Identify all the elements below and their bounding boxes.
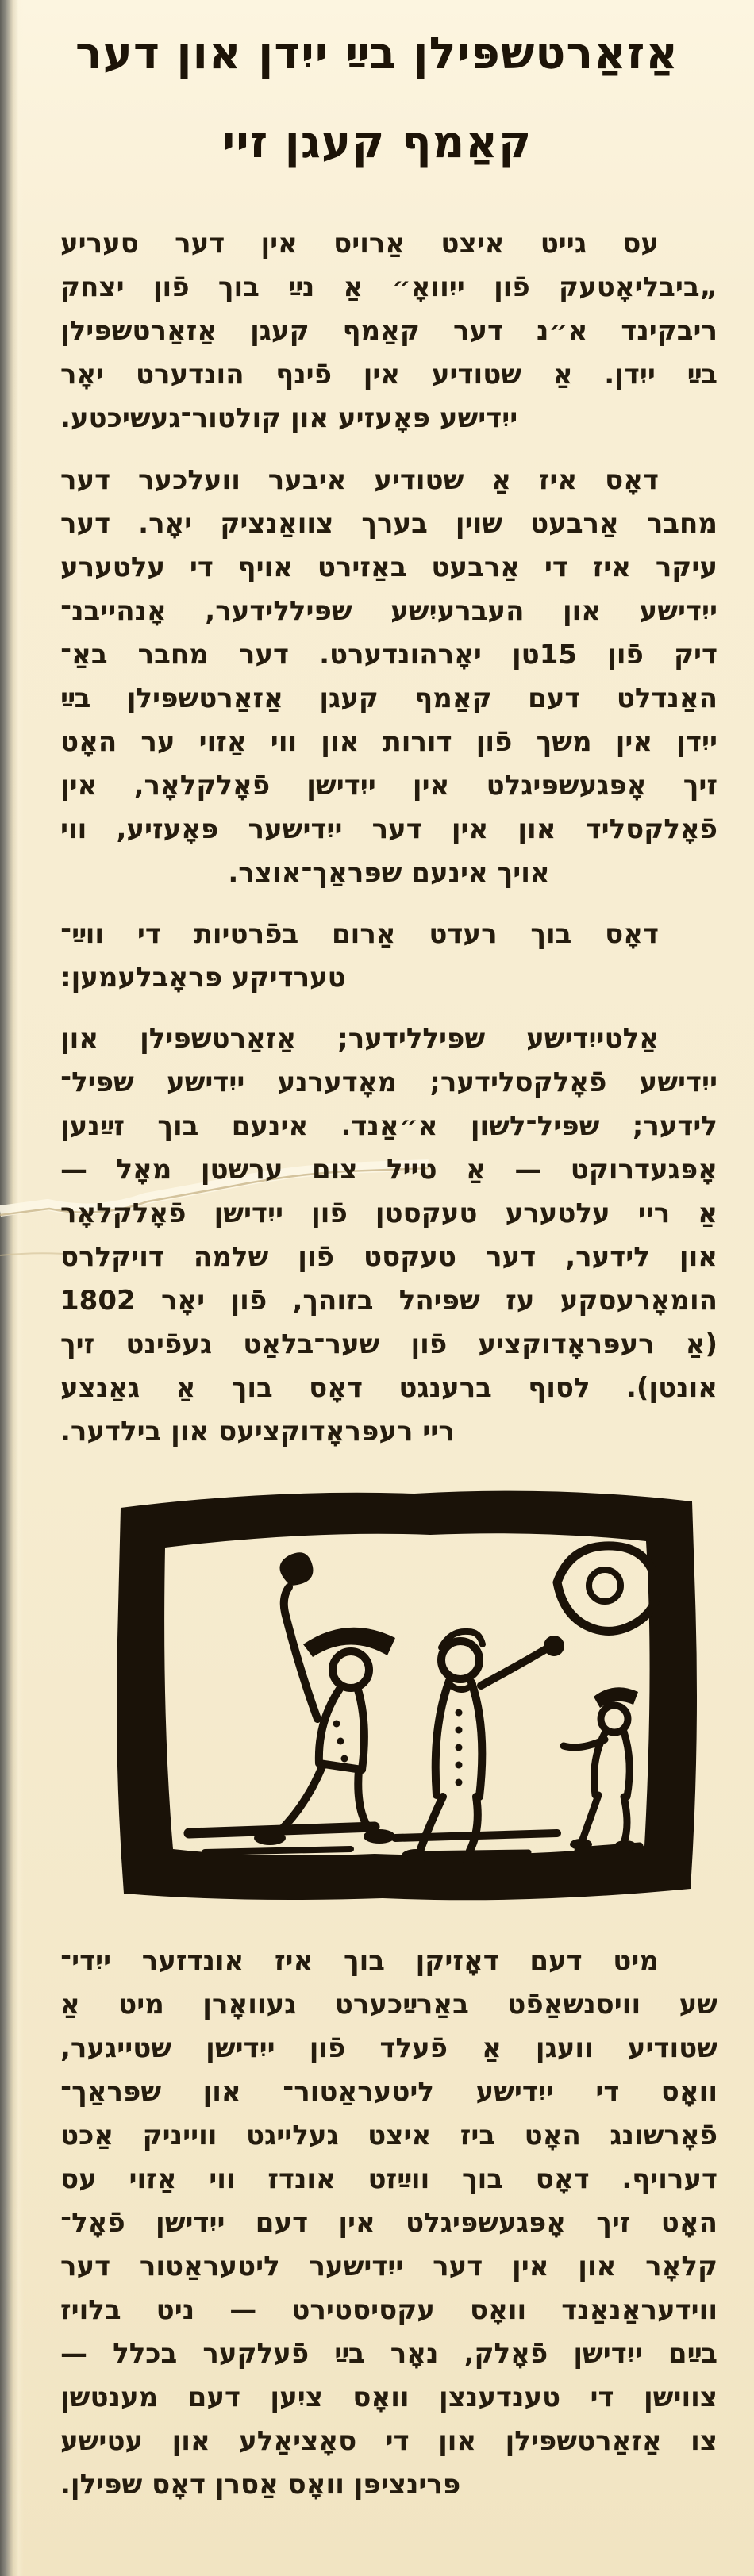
text-line: אַ ריי עלטערע טעקסטן פֿון ייִדישן פֿאָלקלאָר: [60, 1198, 717, 1229]
text-line: האַנדלט דעם קאַמף קעגן אַזאַרטשפּילן בײַ: [60, 682, 717, 714]
paragraph-3: [60, 913, 717, 1000]
paragraph-1: [60, 222, 717, 440]
text-line: דאָס איז אַ שטודיע איבער וועלכער דער: [60, 464, 659, 496]
woodcut-dancing-figures-image: [113, 1481, 700, 1909]
text-line: קלאָר און אין דער ייִדישער ליטעראַטור דער: [60, 2251, 717, 2282]
text-line: בײַ ייִדן. אַ שטודיע אין פֿינף הונדערט יאָר: [60, 359, 717, 390]
text-line: מחבר אַרבעט שוין בערך צוואַנציק יאָר. דער: [60, 508, 717, 540]
text-line: וואָס די ייִדישע ליטעראַטור־ און שפּראַך־: [60, 2076, 717, 2108]
woodcut-illustration: [113, 1481, 700, 1909]
text-line: און לידער, דער טעקסט פֿון שלמה דויקלרס: [60, 1241, 717, 1273]
text-line: אויך אינעם שפּראַך־אוצר.: [228, 857, 550, 889]
paragraph-5: [60, 1940, 717, 2507]
text-line: דאָס בוך רעדט אַרום בפֿרטיות די ווײַ־: [60, 918, 659, 950]
text-line: אַלטייִדישע שפּיללידער; אַזאַרטשפּילן און: [60, 1023, 659, 1055]
text-line: פֿאָלקסליד און אין דער ייִדישער פּאָעזיע, ווי: [60, 813, 717, 845]
text-line: פֿאָרשונג האָט ביז איצט געלייגט ווייניק אַכט: [60, 2120, 717, 2151]
text-line: שע וויסנשאַפֿט באַרײַכערט געוואָרן מיט אַ: [60, 1989, 717, 2020]
text-line: ווידעראַנאַנד וואָס עקסיסטירט — ניט בלויז: [60, 2294, 717, 2326]
text-line: זיך אָפּגעשפּיגלט אין ייִדישן פֿאָלקלאָר, אין: [60, 770, 717, 802]
text-line: ייִדן אין משך פֿון דורות און ווי אַזוי ער האָט: [60, 726, 717, 758]
text-line: דיק פֿון 15טן יאָרהונדערט. דער מחבר באַ־: [60, 639, 717, 671]
text-line: מיט דעם דאָזיקן בוך איז אונדזער ייִדי־: [60, 1945, 659, 1977]
text-line: טערדיקע פּראָבלעמען:: [60, 962, 346, 994]
text-line: „ביבליאָטעק פֿון ייִוואָ״ אַ נײַ בוך פֿון יצחק: [60, 271, 717, 303]
text-line: פּרינציפּן וואָס אַסרן דאָס שפּילן.: [60, 2469, 461, 2501]
text-line: אָפּגעדרוקט — אַ טייל צום ערשטן מאָל —: [60, 1154, 717, 1186]
text-line: אונטן). לסוף ברענגט דאָס בוך אַ גאַנצע: [60, 1372, 717, 1404]
title-line-2: קאַמף קעגן זיי: [221, 117, 533, 168]
text-line: עיקר איז די אַרבעט באַזירט אויף די עלטערע: [60, 552, 717, 583]
text-line: ייִדישע און העברעיִשע שפּיללידער, אָנהייבנ־: [60, 595, 717, 627]
text-line: צווישן די טענדענצן וואָס ציִען דעם מענטשן: [60, 2382, 717, 2413]
paragraph-2: [60, 459, 717, 895]
text-line: ריי רעפּראָדוקציעס און בילדער.: [60, 1416, 455, 1448]
paragraph-4: [60, 1017, 717, 1454]
text-line: לידער; שפּיל־לשון א״אַנד. אינעם בוך זײַנען: [60, 1110, 717, 1142]
page-left-edge-shadow: [0, 0, 24, 2576]
text-line: ייִדישע פֿאָלקסלידער; מאָדערנע ייִדישע שפּיל־: [60, 1067, 717, 1098]
text-line: (אַ רעפּראָדוקציע פֿון שער־בלאַט געפֿינט זיך: [60, 1328, 717, 1360]
text-line: דערויף. דאָס בוך ווײַזט אונדז ווי אַזוי עס: [60, 2163, 717, 2195]
text-line: צו אַזאַרטשפּילן און די סאָציאַלע און עטישע: [60, 2425, 717, 2457]
text-line: בײַם ייִדישן פֿאָלק, נאָר בײַ פֿעלקער בכלל —: [60, 2338, 717, 2370]
text-line: עס גייט איצט אַרויס אין דער סעריע: [60, 228, 659, 260]
text-line: ייִדישע פּאָעזיע און קולטור־געשיכטע.: [60, 402, 518, 434]
text-line: ריבקינד א״נ דער קאַמף קעגן אַזאַרטשפּילן: [60, 315, 717, 347]
text-line: שטודיע וועגן אַ פֿעלד פֿון ייִדישן שטייגער,: [60, 2032, 717, 2064]
text-line: הומאָרעסקע עז שפּיהל בזוהך, פֿון יאָר 1802: [60, 1285, 717, 1317]
title-line-1: אַזאַרטשפּילן בײַ ייִדן און דער: [75, 28, 679, 79]
article-title: [32, 10, 722, 187]
text-line: האָט זיך אָפּגעשפּיגלט אין דעם ייִדישן פֿאָל־: [60, 2207, 717, 2239]
